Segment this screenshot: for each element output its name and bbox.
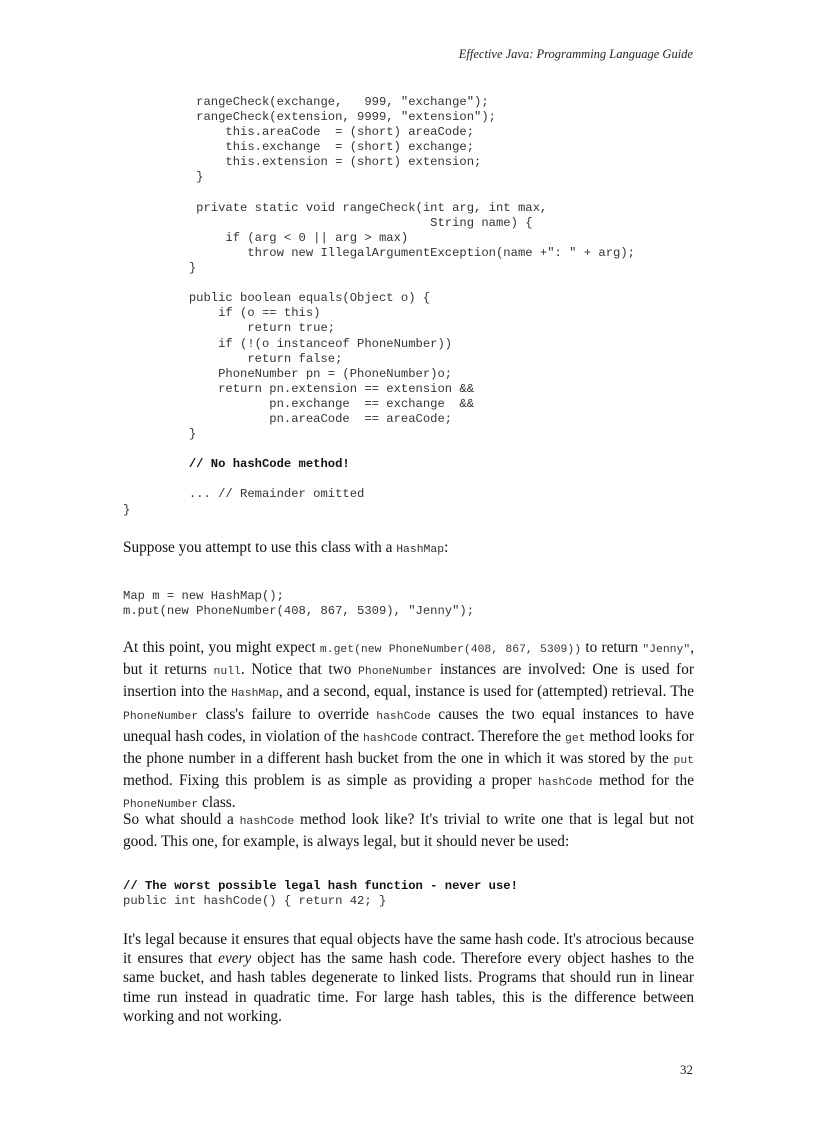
inline-code: PhoneNumber [358, 666, 434, 679]
code-line: } [123, 170, 204, 185]
inline-code: put [673, 755, 694, 768]
text-span: to return [581, 639, 643, 656]
paragraph-hashmap-intro [123, 538, 694, 560]
code-line: ... // Remainder omitted [123, 487, 365, 502]
code-line: this.extension = (short) extension; [123, 155, 482, 170]
text-span: method look like? It's trivial to write one that is legal but not good. This one, for example, is always legal, but it should never be used: [123, 811, 695, 851]
text-span: At this point, you might expect [123, 639, 320, 656]
inline-code: hashCode [239, 816, 295, 828]
code-line: if (!(o instanceof PhoneNumber)) [123, 336, 453, 351]
paragraph-explanation [123, 638, 694, 816]
paragraph-hashcode-question [123, 810, 694, 851]
inline-code: HashMap [231, 688, 279, 701]
code-line: this.areaCode = (short) areaCode; [123, 125, 475, 140]
inline-code: PhoneNumber [123, 799, 199, 812]
inline-code: null [213, 666, 241, 679]
text-span: method for the [592, 772, 694, 790]
text-span: , but it returns [123, 639, 695, 679]
text-span: method. Fixing this problem is as simple as providing a proper [123, 772, 538, 790]
text-span: contract. Therefore the [417, 727, 565, 745]
code-line: return true; [123, 321, 336, 336]
page-number: 32 [680, 1062, 693, 1077]
code-line: rangeCheck(exchange, 999, "exchange"); [123, 95, 489, 109]
code-line: if (o == this) [123, 306, 321, 321]
code-line: pn.exchange == exchange && [123, 396, 475, 411]
code-line: return false; [123, 351, 343, 366]
code-line: pn.areaCode == areaCode; [123, 411, 453, 426]
text-span: : [444, 539, 449, 556]
inline-code: hashCode [362, 732, 418, 745]
code-block-hashmap-usage [123, 589, 474, 619]
code-line: if (arg < 0 || arg > max) [123, 230, 409, 245]
text-span: object has the same hash code. Therefore every object hashes to the same bucket, and hash tables degenerate to linked lists. Programs that should run in linear time run instead in quadratic time. For large hash tables, this is the difference between working and not working. [123, 950, 694, 1025]
text-span: causes the two equal instances to have unequal hash codes, in violation of the [123, 705, 695, 745]
running-header: Effective Java: Programming Language Guide [458, 47, 693, 61]
code-comment: // The worst possible legal hash function - never use! [123, 879, 518, 893]
text-span: class. [198, 794, 236, 812]
paragraph-atrocious [123, 930, 694, 1026]
text-span: instances are involved: One is used for insertion into the [123, 661, 694, 701]
emphasis: every [218, 950, 252, 968]
text-span: It's legal because it ensures that equal objects have the same hash code. It's atrocious because it ensures that [123, 931, 694, 968]
code-line: throw new IllegalArgumentException(name +": " + arg); [123, 245, 635, 260]
code-line: private static void rangeCheck(int arg, int max, [123, 200, 548, 215]
code-line: String name) { [123, 215, 533, 230]
code-line: } [123, 502, 131, 517]
text-span: method looks for the phone number in a different hash bucket from the one in which it was stored by the [123, 727, 695, 768]
code-block-phone-number-class [123, 95, 635, 518]
text-span: class's failure to override [198, 705, 377, 723]
code-line: } [123, 261, 197, 276]
text-span: . Notice that two [240, 661, 359, 679]
inline-code: HashMap [396, 544, 445, 556]
inline-code: "Jenny" [642, 644, 691, 656]
code-line: return pn.extension == extension && [123, 381, 475, 396]
inline-code: get [564, 732, 586, 745]
code-line: public boolean equals(Object o) { [123, 291, 431, 306]
text-span: Suppose you attempt to use this class with a [123, 539, 397, 556]
inline-code: hashCode [537, 777, 593, 790]
inline-code: m.get(new PhoneNumber(408, 867, 5309)) [319, 644, 582, 656]
code-line: Map m = new HashMap(); [123, 589, 284, 603]
code-line: rangeCheck(extension, 9999, "extension"); [123, 110, 496, 125]
code-line: m.put(new PhoneNumber(408, 867, 5309), "Jenny"); [123, 604, 475, 619]
code-line: this.exchange = (short) exchange; [123, 140, 475, 155]
code-line: PhoneNumber pn = (PhoneNumber)o; [123, 366, 453, 381]
code-block-worst-hash [123, 879, 518, 909]
text-span: , and a second, equal, instance is used for (attempted) retrieval. The [278, 683, 694, 701]
code-line: public int hashCode() { return 42; } [123, 894, 387, 909]
code-line: } [123, 427, 197, 442]
inline-code: hashCode [376, 710, 431, 723]
code-line: // No hashCode method! [123, 457, 350, 472]
text-span: So what should a [123, 811, 240, 828]
inline-code: PhoneNumber [123, 710, 199, 723]
